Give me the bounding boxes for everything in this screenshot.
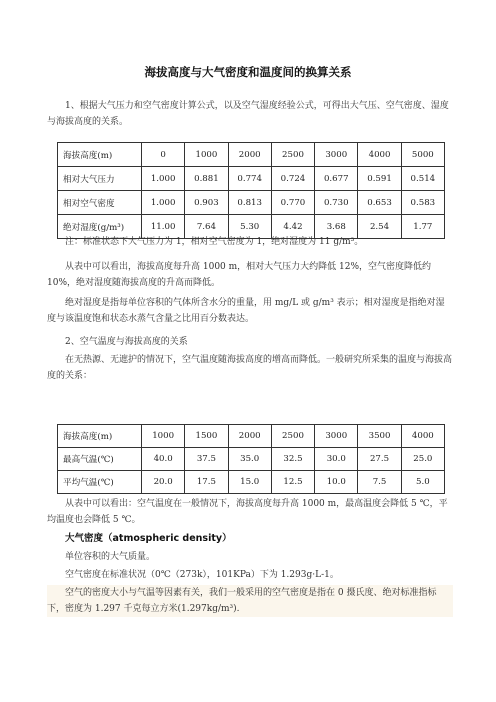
table1-row	[58, 143, 445, 167]
table2-cell: 40.0	[142, 448, 185, 471]
table1-cell: 1.000	[142, 191, 185, 215]
intro-paragraph: 1、根据大气压力和空气密度计算公式，以及空气湿度经验公式，可得出大气压、空气密度、湿度与海拔高度的关系。	[47, 101, 449, 127]
table2-row-header: 平均气温(℃)	[58, 471, 142, 494]
table1-note: 注：标准状态下大气压力为 1，相对空气密度为 1，绝对湿度为 11 g/m³。	[65, 237, 364, 247]
table1-cell: 4000	[358, 143, 401, 167]
density-note: 空气的密度大小与气温等因素有关，我们一般采用的空气密度是指在 0 摄氏度、绝对标准指标下，密度为 1.297 千克每立方米(1.297kg/m³).	[47, 585, 453, 617]
pressure-density-humidity-table	[57, 142, 445, 239]
table1-row	[58, 167, 445, 191]
table2-cell: 10.0	[315, 471, 358, 494]
table1-cell: 7.64	[185, 215, 228, 239]
table1-row-header: 海拔高度(m)	[58, 143, 142, 167]
table2-cell: 30.0	[315, 448, 358, 471]
table2-cell: 4000	[401, 425, 444, 448]
section-2-heading: 2、空气温度与海拔高度的关系	[65, 337, 188, 347]
table2-row	[58, 425, 445, 448]
table1-cell: 2000	[228, 143, 271, 167]
table2-row-header: 海拔高度(m)	[58, 425, 142, 448]
table1-cell: 0.813	[228, 191, 271, 215]
table1-cell: 3000	[315, 143, 358, 167]
paragraph-temperature-trend: 从表中可以看出：空气温度在一般情况下，海拔高度每升高 1000 m，最高温度会降低 5 ℃，平均温度也会降低 5 ℃。	[47, 499, 448, 525]
table1-cell: 0.770	[271, 191, 314, 215]
table2-cell: 12.5	[271, 471, 314, 494]
table2-cell: 32.5	[271, 448, 314, 471]
density-heading: 大气密度（atmospheric density）	[65, 533, 232, 544]
table2-cell: 37.5	[185, 448, 228, 471]
table1-cell: 0.677	[315, 167, 358, 191]
table1-cell: 1.77	[401, 215, 444, 239]
table1-cell: 2.54	[358, 215, 401, 239]
table1-cell: 2500	[271, 143, 314, 167]
table1-cell: 3.68	[315, 215, 358, 239]
table1-cell: 5000	[401, 143, 444, 167]
table2-row	[58, 448, 445, 471]
table1-cell: 0.730	[315, 191, 358, 215]
paragraph-humidity-definition: 绝对湿度是指每单位容积的气体所含水分的重量，用 mg/L 或 g/m³ 表示；相对湿度是指绝对湿度与该温度饱和状态水蒸气含量之比用百分数表达。	[47, 298, 445, 324]
temperature-altitude-table	[57, 424, 445, 494]
table2-cell: 35.0	[228, 448, 271, 471]
table2-cell: 2000	[228, 425, 271, 448]
table2-row-header: 最高气温(℃)	[58, 448, 142, 471]
table2-cell: 17.5	[185, 471, 228, 494]
density-standard: 空气密度在标准状况（0℃（273k），101KPa）下为 1.293g·L-1。	[65, 570, 339, 580]
table1-cell: 0.881	[185, 167, 228, 191]
table1-cell: 0	[142, 143, 185, 167]
table1-cell: 4.42	[271, 215, 314, 239]
table1-cell: 0.774	[228, 167, 271, 191]
table2-cell: 7.5	[358, 471, 401, 494]
table2-cell: 27.5	[358, 448, 401, 471]
table1-cell: 0.591	[358, 167, 401, 191]
page-title: 海拔高度与大气密度和温度间的换算关系	[144, 65, 352, 79]
table1-cell: 5.30	[228, 215, 271, 239]
table1-cell: 1.000	[142, 167, 185, 191]
table1-row-header: 相对大气压力	[58, 167, 142, 191]
paragraph-temperature-intro: 在无热源、无遮护的情况下，空气温度随海拔高度的增高而降低。一般研究所采集的温度与海拔高度的关系：	[47, 355, 453, 381]
table2-cell: 1500	[185, 425, 228, 448]
table1-cell: 1000	[185, 143, 228, 167]
table2-cell: 20.0	[142, 471, 185, 494]
table1-cell: 0.903	[185, 191, 228, 215]
table1-row-header: 相对空气密度	[58, 191, 142, 215]
table2-cell: 2500	[271, 425, 314, 448]
paragraph-pressure-trend: 从表中可以看出，海拔高度每升高 1000 m，相对大气压力大约降低 12%，空气密度降低约 10%，绝对湿度随海拔高度的升高而降低。	[47, 262, 432, 288]
table1-cell: 0.653	[358, 191, 401, 215]
table2-cell: 3000	[315, 425, 358, 448]
density-definition: 单位容积的大气质量。	[65, 552, 156, 562]
table1-cell: 0.583	[401, 191, 444, 215]
table1-cell: 0.514	[401, 167, 444, 191]
table1-cell: 11.00	[142, 215, 185, 239]
table2-cell: 25.0	[401, 448, 444, 471]
table1-row	[58, 191, 445, 215]
table2-cell: 15.0	[228, 471, 271, 494]
table1-cell: 0.724	[271, 167, 314, 191]
table1-row-header: 绝对湿度(g/m³)	[58, 215, 142, 239]
table2-cell: 5.0	[401, 471, 444, 494]
table2-row	[58, 471, 445, 494]
table2-cell: 3500	[358, 425, 401, 448]
table2-cell: 1000	[142, 425, 185, 448]
